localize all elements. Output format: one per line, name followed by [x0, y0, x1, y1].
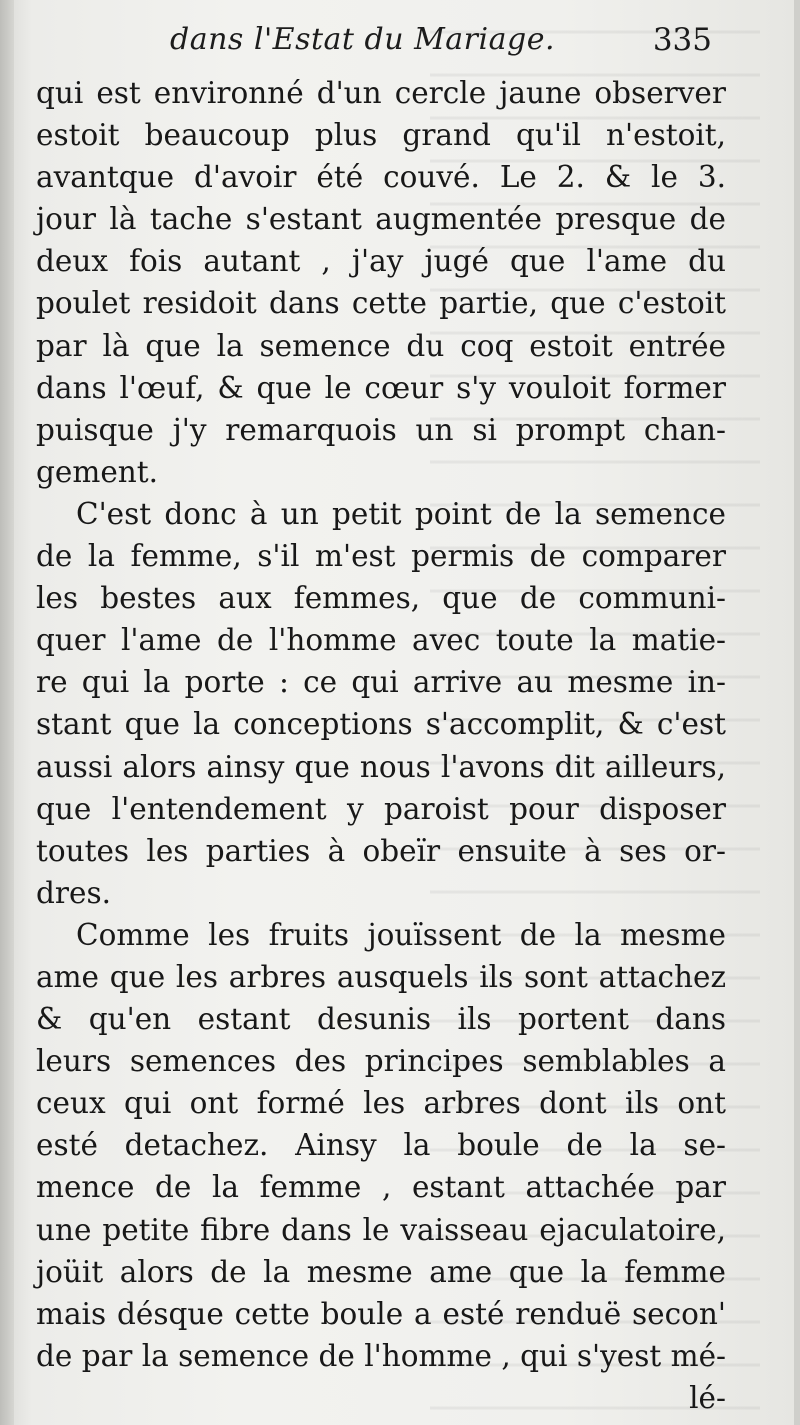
text-line: de la femme, s'il m'est permis de comparer: [36, 539, 726, 574]
page-edge: [794, 0, 800, 1425]
text-line: & qu'en estant desunis ils portent dans: [36, 1002, 726, 1037]
text-line: jour là tache s'estant augmentée presque de: [36, 202, 726, 237]
text-line: Comme les fruits jouïssent de la mesme: [76, 917, 726, 952]
text-line: re qui la porte : ce qui arrive au mesme in-: [36, 665, 726, 700]
text-line: les bestes aux femmes, que de communi-: [36, 581, 726, 616]
catchword: lé-: [689, 1380, 726, 1415]
text-line: poulet residoit dans cette partie, que c'estoit: [36, 286, 726, 321]
text-line: C'est donc à un petit point de la semence: [76, 496, 726, 531]
text-line: une petite fibre dans le vaisseau ejaculatoire,: [36, 1212, 726, 1247]
text-line: mence de la femme , estant attachée par: [36, 1170, 726, 1205]
text-line: ceux qui ont formé les arbres dont ils ont: [36, 1086, 726, 1121]
running-title: dans l'Estat du Mariage.: [170, 22, 555, 57]
text-line: mais désque cette boule a esté renduë secon': [36, 1296, 726, 1331]
text-line: gement.: [36, 454, 159, 489]
text-line: aussi alors ainsy que nous l'avons dit ailleurs,: [36, 749, 726, 784]
page-number: 335: [652, 22, 712, 58]
page-gutter: [0, 0, 14, 1425]
text-line: que l'entendement y paroist pour disposer: [36, 791, 726, 826]
body-text: [36, 72, 726, 1419]
text-line: stant que la conceptions s'accomplit, & c'est: [36, 707, 726, 742]
text-line: puisque j'y remarquois un si prompt chan-: [36, 412, 726, 447]
text-line: quer l'ame de l'homme avec toute la matie-: [36, 623, 726, 658]
text-line: qui est environné d'un cercle jaune observer: [36, 76, 726, 110]
text-line: joüit alors de la mesme ame que la femme: [36, 1254, 726, 1289]
text-line: esté detachez. Ainsy la boule de la se-: [36, 1128, 726, 1163]
text-line: dans l'œuf, & que le cœur s'y vouloit former: [36, 370, 726, 405]
text-line: toutes les parties à obeïr ensuite à ses or-: [36, 833, 726, 868]
text-line: deux fois autant , j'ay jugé que l'ame du: [36, 244, 726, 279]
text-line: avantque d'avoir été couvé. Le 2. & le 3.: [36, 160, 726, 195]
text-line: ame que les arbres ausquels ils sont attachez: [36, 959, 726, 994]
text-line: leurs semences des principes semblables a: [36, 1044, 726, 1079]
text-line: de par la semence de l'homme , qui s'yest mé-: [36, 1338, 726, 1373]
text-line: dres.: [36, 875, 111, 910]
text-line: par là que la semence du coq estoit entrée: [36, 328, 726, 363]
text-line: estoit beaucoup plus grand qu'il n'estoit,: [36, 118, 726, 153]
